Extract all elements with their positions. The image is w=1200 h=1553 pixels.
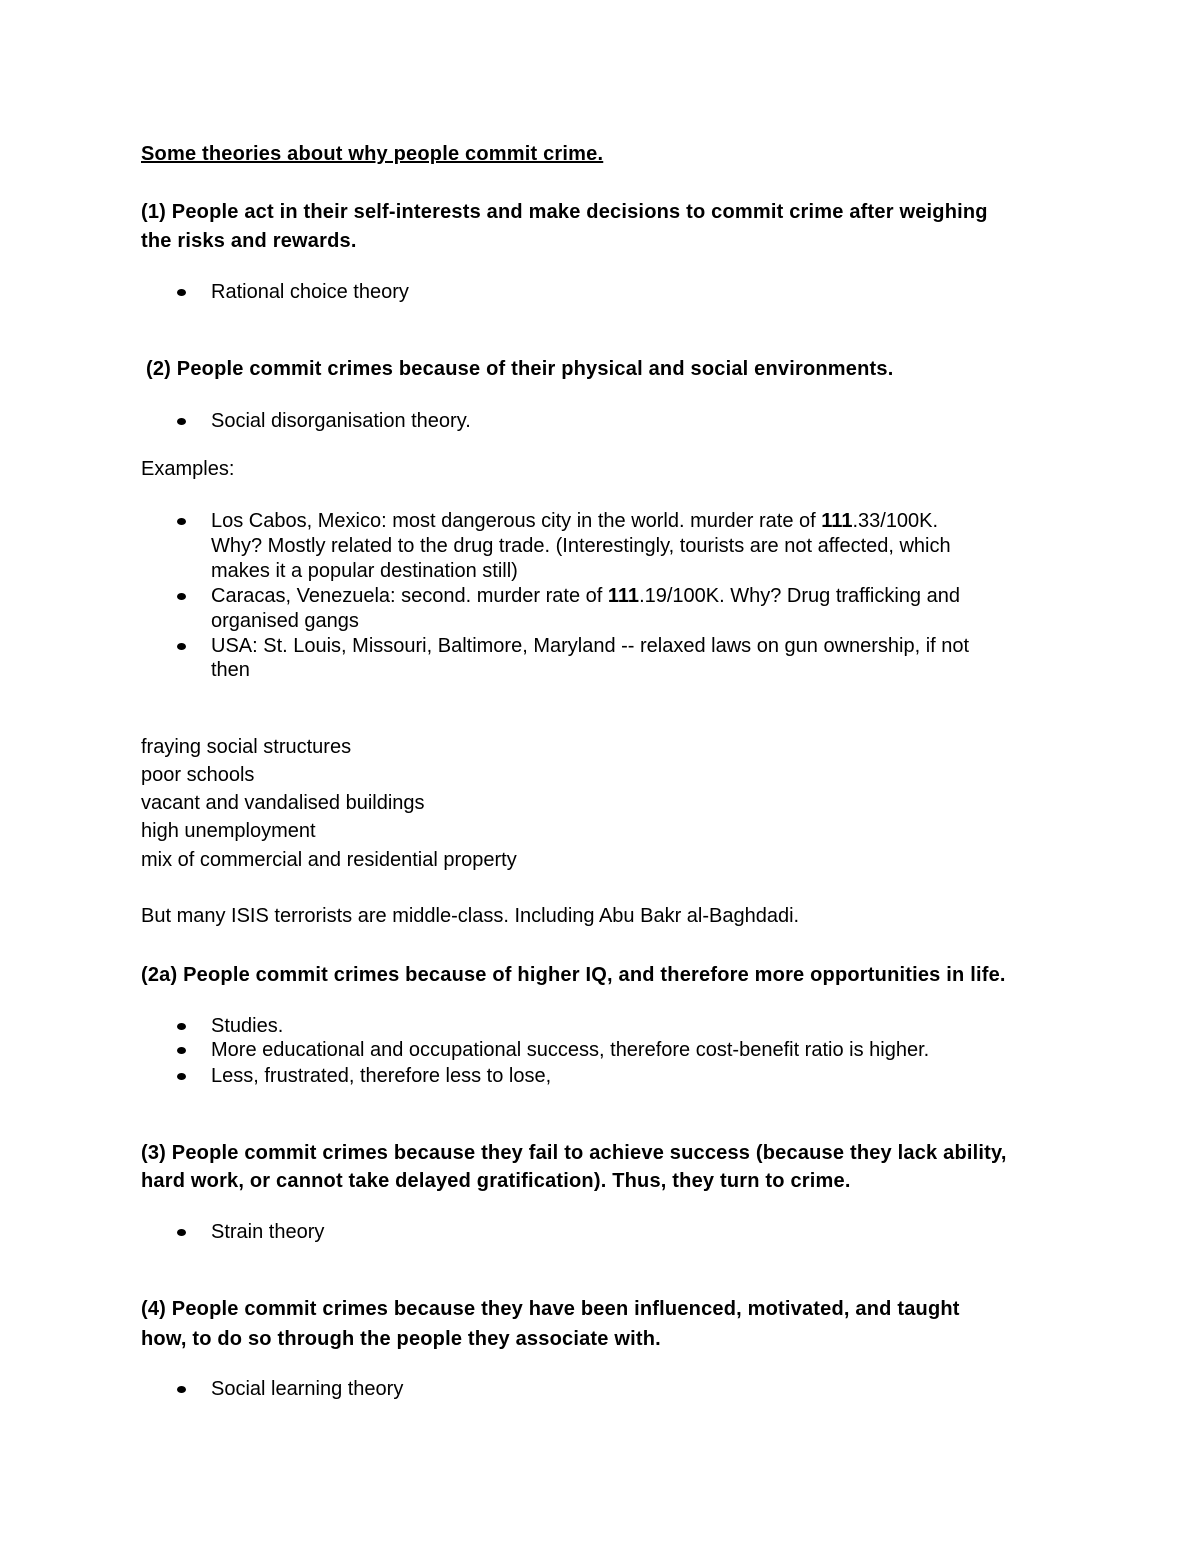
examples-label: Examples: [141,458,235,480]
example-los-cabos-line-3: makes it a popular destination still) [211,560,518,582]
theory-2a-bullet: Less, frustrated, therefore less to lose, [211,1065,552,1087]
theory-2a-heading: (2a) People commit crimes because of higher IQ, and therefore more opportunities in life. [141,964,1006,986]
factor-line: vacant and vandalised buildings [141,792,425,814]
theory-2a-bullet: More educational and occupational success, therefore cost-benefit ratio is higher. [211,1039,930,1061]
bullet-icon [177,1386,186,1393]
factor-line: mix of commercial and residential property [141,849,517,871]
example-usa-line-2: then [211,659,250,681]
example-los-cabos-line-2: Why? Mostly related to the drug trade. (Interestingly, tourists are not affected, which [211,535,951,557]
theory-1-bullet: Rational choice theory [211,281,409,303]
theory-2-heading: (2) People commit crimes because of their physical and social environments. [146,358,894,380]
bullet-icon [177,518,186,525]
example-caracas-line-2: organised gangs [211,610,359,632]
example-usa-line-1: USA: St. Louis, Missouri, Baltimore, Maryland -- relaxed laws on gun ownership, if not [211,635,970,657]
theory-3-bullet: Strain theory [211,1221,325,1243]
example-los-cabos-line-1: Los Cabos, Mexico: most dangerous city in the world. murder rate of 111.33/100K. [211,510,939,532]
theory-2a-bullet: Studies. [211,1015,284,1037]
bullet-icon [177,418,186,425]
document-title: Some theories about why people commit crime. [141,143,604,165]
theory-4-heading-line-2: how, to do so through the people they associate with. [141,1328,661,1350]
theory-1-heading-line-2: the risks and rewards. [141,230,357,252]
factor-line: fraying social structures [141,736,352,758]
bullet-icon [177,1023,186,1030]
theory-2-bullet: Social disorganisation theory. [211,410,471,432]
theory-4-bullet: Social learning theory [211,1378,404,1400]
theory-3-heading-line-2: hard work, or cannot take delayed gratification). Thus, they turn to crime. [141,1170,851,1192]
theory-3-heading-line-1: (3) People commit crimes because they fail to achieve success (because they lack ability, [141,1142,1007,1164]
bullet-icon [177,289,186,296]
bullet-icon [177,1047,186,1054]
bullet-icon [177,643,186,650]
bullet-icon [177,593,186,600]
example-caracas-line-1: Caracas, Venezuela: second. murder rate of 111.19/100K. Why? Drug trafficking and [211,585,960,607]
isis-note: But many ISIS terrorists are middle-class. Including Abu Bakr al-Baghdadi. [141,905,800,927]
factor-line: high unemployment [141,820,316,842]
theory-1-heading-line-1: (1) People act in their self-interests and make decisions to commit crime after weighing [141,201,988,223]
bullet-icon [177,1073,186,1080]
bullet-icon [177,1229,186,1236]
theory-4-heading-line-1: (4) People commit crimes because they have been influenced, motivated, and taught [141,1298,960,1320]
factor-line: poor schools [141,764,255,786]
